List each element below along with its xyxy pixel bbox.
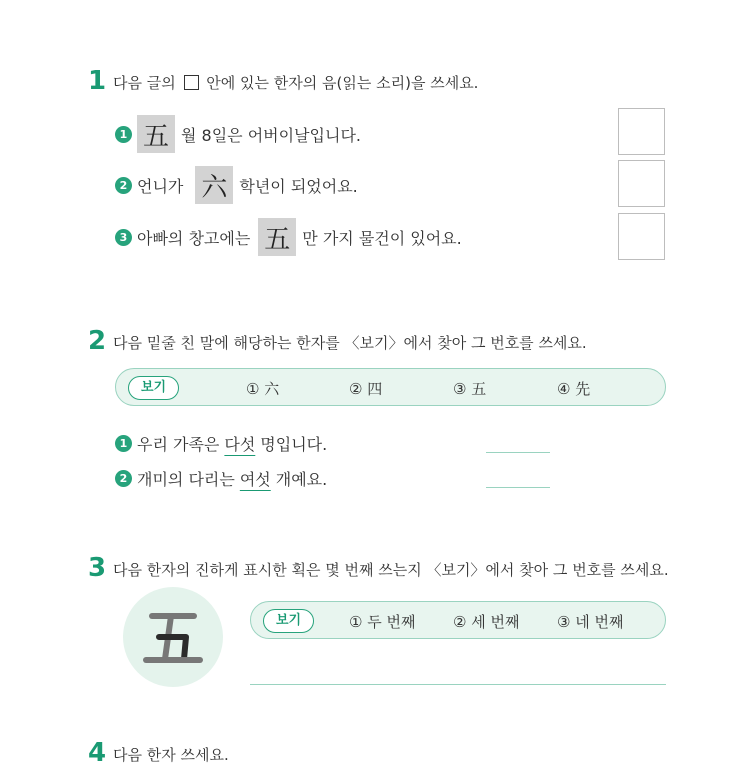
item-number-badge: 2 [115,177,132,194]
sub-question-text: 만 가지 물건이 있어요. [302,228,462,248]
bogi-option: ① 六 [246,380,280,398]
answer-box[interactable] [618,213,665,260]
sub-question-text: 우리 가족은 [137,434,220,454]
hanja-stroke-icon [138,602,208,672]
sub-question-text: 언니가 [137,176,184,196]
sub-question [115,432,327,454]
hanja-stroke-circle [123,587,223,687]
question-text: 다음 밑줄 친 말에 해당하는 한자를 〈보기〉에서 찾아 그 번호를 쓰세요. [113,334,587,352]
question-text: 다음 한자의 진하게 표시한 획은 몇 번째 쓰는지 〈보기〉에서 찾아 그 번호를 쓰세요. [113,561,669,579]
bogi-option: ② 四 [349,380,383,398]
answer-box[interactable] [618,108,665,155]
bogi-box [115,368,666,406]
blank-box-icon [184,75,199,90]
answer-box[interactable] [618,160,665,207]
answer-line[interactable] [486,452,550,453]
bogi-label: 보기 [263,609,314,633]
answer-line[interactable] [250,684,666,685]
hanja-box: 五 [137,115,175,153]
hanja-box: 五 [258,218,296,256]
answer-line[interactable] [486,487,550,488]
bogi-option: ④ 先 [557,380,591,398]
question-number: 3 [88,553,107,583]
question-number: 1 [88,66,107,96]
sub-question-text: 개예요. [275,469,328,489]
item-number-badge: 2 [115,470,132,487]
sub-question [115,218,462,256]
sub-question-text: 개미의 다리는 [137,469,235,489]
sub-question-text: 학년이 되었어요. [239,176,358,196]
sub-question-text: 명입니다. [260,434,328,454]
question-text-after: 안에 있는 한자의 음(읽는 소리)을 쓰세요. [206,74,479,92]
question-number: 4 [88,738,107,768]
bogi-label: 보기 [128,376,179,400]
sub-question [115,115,361,153]
bogi-option: ③ 네 번째 [557,613,624,631]
hanja-box: 六 [195,166,233,204]
item-number-badge: 3 [115,229,132,246]
sub-question-text: 아빠의 창고에는 [137,228,251,248]
question-text [113,72,478,93]
sub-question-text: 월 8일은 어버이날입니다. [181,125,361,145]
item-number-badge: 1 [115,126,132,143]
bogi-option: ② 세 번째 [453,613,520,631]
question-text: 다음 한자 쓰세요. [113,746,229,764]
sub-question [115,467,327,489]
bogi-box [250,601,666,639]
question-text-before: 다음 글의 [113,74,176,92]
underlined-word: 여섯 [239,469,271,489]
bogi-option: ① 두 번째 [349,613,416,631]
item-number-badge: 1 [115,435,132,452]
underlined-word: 다섯 [224,434,256,454]
bogi-option: ③ 五 [453,380,487,398]
sub-question [115,166,358,204]
question-number: 2 [88,326,107,356]
